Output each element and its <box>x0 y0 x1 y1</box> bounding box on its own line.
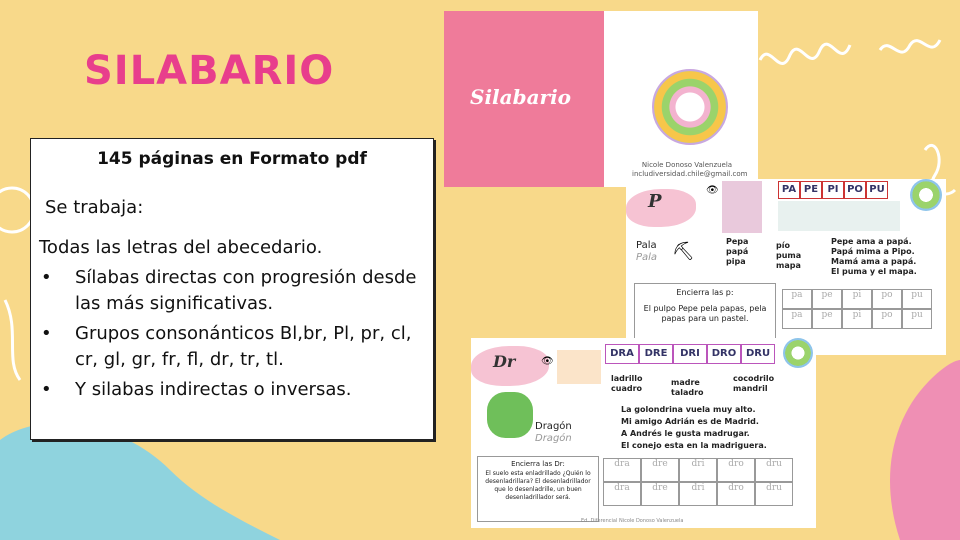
practice-cell: pi <box>842 289 872 309</box>
dr-word-script: Dragón <box>535 433 572 444</box>
logo-icon <box>652 69 728 145</box>
p-practice-grid <box>782 289 932 329</box>
p-sentence: Papá mima a Pipo. <box>831 247 915 256</box>
letter-tracing-box <box>557 350 601 384</box>
dr-word: Dragón <box>535 421 572 432</box>
cover-author <box>632 161 748 179</box>
dr-practice-grid <box>603 458 793 506</box>
dr-word-item: madre <box>671 378 700 387</box>
dr-sentences <box>621 404 767 452</box>
dr-slide-preview <box>471 338 816 528</box>
cover-author-email: includiversidad.chile@gmail.com <box>632 170 748 178</box>
page-title: SILABARIO <box>84 48 335 94</box>
p-sentences <box>831 237 917 277</box>
p-word-item: papá <box>726 247 749 256</box>
card-bullet: • Y silabas indirectas o inversas. <box>31 377 426 403</box>
dr-column-3 <box>733 374 774 394</box>
practice-cell: dro <box>717 482 755 506</box>
card-heading: 145 páginas en Formato pdf <box>97 149 367 169</box>
card-bullet: • Sílabas directas con progresión desde las más significativas. <box>31 265 426 317</box>
p-task-text: El pulpo Pepe pela papas, pela papas para un pastel. <box>643 304 767 323</box>
p-column-2 <box>776 241 801 271</box>
dragon-icon <box>487 392 533 438</box>
practice-cell: dru <box>755 458 793 482</box>
dr-column-2 <box>671 378 704 398</box>
practice-cell: pa <box>782 289 812 309</box>
eye-icon: 👁 <box>706 185 719 196</box>
p-word-item: pío <box>776 241 790 250</box>
card-se-trabaja: Se trabaja: <box>45 197 144 218</box>
dr-sentence: La golondrina vuela muy alto. <box>621 405 756 414</box>
logo-icon <box>783 338 813 368</box>
picture-row <box>778 201 900 231</box>
logo-icon <box>910 179 942 211</box>
practice-cell: pi <box>842 309 872 329</box>
syllable-cell: PU <box>866 181 888 199</box>
p-word-item: mapa <box>776 261 801 270</box>
syllable-cell: DRA <box>605 344 639 364</box>
p-sentence: Mamá ama a papá. <box>831 257 917 266</box>
dr-word-item: taladro <box>671 388 704 397</box>
practice-cell: dro <box>717 458 755 482</box>
syllable-cell: DRO <box>707 344 741 364</box>
letter-tracing-box <box>722 181 762 233</box>
card-bullet: • Grupos consonánticos Bl,br, Pl, pr, cl, cr, gl, gr, fr, fl, dr, tr, tl. <box>31 321 426 373</box>
p-sentence: Pepe ama a papá. <box>831 237 912 246</box>
dr-column-1 <box>611 374 643 394</box>
shovel-icon: ⛏ <box>672 241 695 262</box>
syllable-cell: PO <box>844 181 866 199</box>
p-word-script: Pala <box>636 252 658 263</box>
practice-cell: po <box>872 309 902 329</box>
p-column-1 <box>726 237 748 267</box>
syllable-row <box>778 181 888 199</box>
practice-cell: pu <box>902 309 932 329</box>
syllable-cell: PI <box>822 181 844 199</box>
practice-cell: dre <box>641 482 679 506</box>
practice-cell: pe <box>812 289 842 309</box>
dr-sentence: Mi amigo Adrián es de Madrid. <box>621 417 759 426</box>
practice-cell: dri <box>679 482 717 506</box>
p-word: Pala <box>636 240 657 251</box>
p-word-item: puma <box>776 251 802 260</box>
p-slide-letter: P <box>648 191 662 212</box>
description-card <box>30 138 434 440</box>
p-word-item: pipa <box>726 257 746 266</box>
p-task-title: Encierra las p: <box>676 288 734 297</box>
p-word-item: Pepa <box>726 237 749 246</box>
dr-sentence: A Andrés le gusta madrugar. <box>621 429 750 438</box>
cover-slide-preview <box>444 11 758 187</box>
p-sentence: El puma y el mapa. <box>831 267 917 276</box>
practice-cell: po <box>872 289 902 309</box>
dr-word-item: cocodrilo <box>733 374 775 383</box>
p-slide-preview <box>626 179 946 355</box>
dr-task-box <box>477 456 599 522</box>
cover-title: Silabario <box>470 85 572 109</box>
practice-cell: pa <box>782 309 812 329</box>
dr-task-title: Encierra las Dr: <box>511 460 565 468</box>
practice-cell: pu <box>902 289 932 309</box>
dr-slide-letter: Dr <box>493 352 516 371</box>
dr-word-item: mandril <box>733 384 768 393</box>
practice-cell: dra <box>603 458 641 482</box>
syllable-cell: PE <box>800 181 822 199</box>
dr-sentence: El conejo esta en la madriguera. <box>621 441 767 450</box>
syllable-cell: DRE <box>639 344 673 364</box>
syllable-cell: DRI <box>673 344 707 364</box>
syllable-cell: DRU <box>741 344 775 364</box>
card-bullet-list <box>31 265 426 407</box>
syllable-cell: PA <box>778 181 800 199</box>
syllable-row <box>605 344 775 364</box>
dr-task-text: El suelo esta enladrillado ¿Quién lo desenladrillara? El desenladrillador que lo desenladrille, un buen desenladrillador será. <box>485 470 591 501</box>
practice-cell: dra <box>603 482 641 506</box>
card-intro: Todas las letras del abecedario. <box>39 237 323 258</box>
practice-cell: dre <box>641 458 679 482</box>
practice-cell: dru <box>755 482 793 506</box>
dr-word-item: cuadro <box>611 384 643 393</box>
practice-cell: pe <box>812 309 842 329</box>
cover-author-name: Nicole Donoso Valenzuela <box>641 161 733 169</box>
dr-word-item: ladrillo <box>611 374 643 383</box>
dr-footer: Ed. Diferencial Nicole Donoso Valenzuela <box>581 518 684 524</box>
eye-icon: 👁 <box>541 356 554 367</box>
practice-cell: dri <box>679 458 717 482</box>
